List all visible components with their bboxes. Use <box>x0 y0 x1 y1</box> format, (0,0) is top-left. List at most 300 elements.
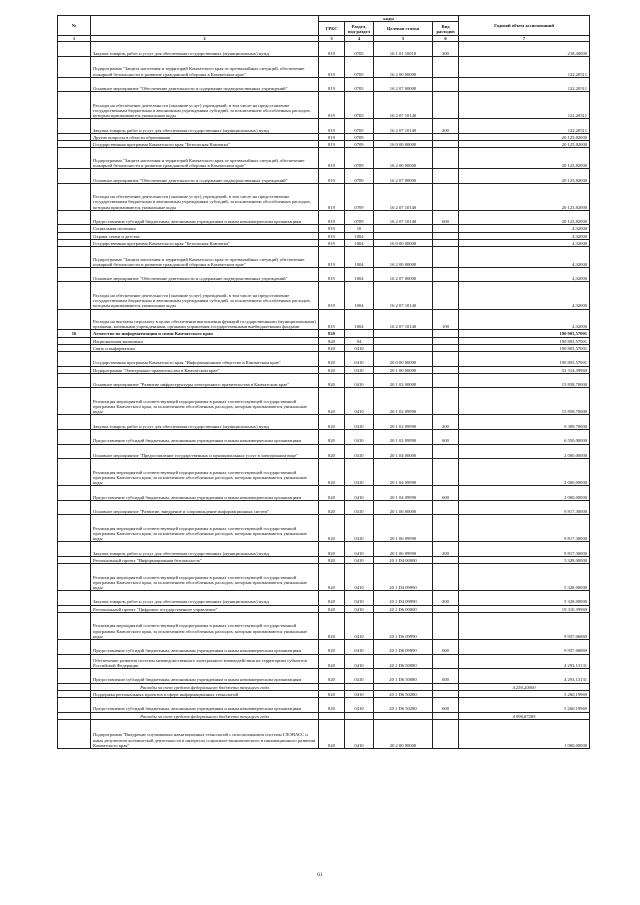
row-name: Закупка товаров, работ и услуг для обеспечения государственных (муниципальных) нужд <box>91 591 319 606</box>
row-target: 16 2 07 10140 <box>374 309 433 330</box>
table-row <box>58 430 590 445</box>
row-section: 0410 <box>345 605 374 612</box>
row-target: 16 2 00 00000 <box>374 247 433 268</box>
row-exptype <box>433 232 459 239</box>
row-number <box>58 337 91 344</box>
row-grbs: 819 <box>319 232 345 239</box>
row-sum: 4 293,13131 <box>459 669 590 684</box>
row-section: 0410 <box>345 515 374 542</box>
row-target: 20 1 04 09990 <box>374 459 433 486</box>
row-section: 0709 <box>345 141 374 148</box>
row-name: Предоставление субсидий бюджетным, автономным учреждениям и иным некоммерческим организациям <box>91 486 319 501</box>
row-section: 1004 <box>345 239 374 246</box>
row-section: 0709 <box>345 169 374 184</box>
row-name: Агентство по информатизации и связи Камчатского края <box>91 330 319 337</box>
row-name: Основное мероприятие "Обеспечение деятельности и содержание подведомственных учреждений" <box>91 169 319 184</box>
row-section: 0410 <box>345 415 374 430</box>
table-row <box>58 119 590 134</box>
table-row <box>58 564 590 591</box>
row-sum: 5 260,19969 <box>459 690 590 697</box>
row-grbs: 820 <box>319 639 345 654</box>
row-target: 20 1 D4 00000 <box>374 556 433 563</box>
budget-table <box>57 15 590 749</box>
row-number <box>58 690 91 697</box>
row-sum: 4,32000 <box>459 232 590 239</box>
table-row <box>58 133 590 140</box>
row-sum: 20 125,82000 <box>459 210 590 225</box>
row-section <box>345 683 374 690</box>
row-section: 1004 <box>345 247 374 268</box>
row-sum: 122,20511 <box>459 56 590 77</box>
row-exptype: 200 <box>433 542 459 557</box>
row-section: 0705 <box>345 77 374 92</box>
row-grbs: 820 <box>319 330 345 337</box>
row-sum: 4 996,87285 <box>459 712 590 719</box>
table-row <box>58 515 590 542</box>
row-exptype: 200 <box>433 42 459 57</box>
row-number <box>58 169 91 184</box>
row-number <box>58 415 91 430</box>
row-target: 16 0 00 00000 <box>374 141 433 148</box>
table-row <box>58 148 590 169</box>
row-grbs: 819 <box>319 183 345 210</box>
row-section: 0410 <box>345 388 374 415</box>
row-name: Расходы за счет средств федерального бюджета текущего года <box>91 683 319 690</box>
row-name: Связь и информатика <box>91 344 319 351</box>
row-name: Подпрограмма "Защита населения и территорий Камчатского края от чрезвычайных ситуаций, обеспечение пожарной безопасности и развитие гражданской обороны в Камчатском крае" <box>91 56 319 77</box>
table-row <box>58 415 590 430</box>
row-name: Расходы на обеспечение деятельности (оказание услуг) учреждений, в том числе на предоставление государственным бюджетным и автономным учреждениям субсидий, за исключением обособленных расходов, которым присваиваются уникальные коды <box>91 282 319 309</box>
row-grbs: 820 <box>319 373 345 388</box>
row-name: Реализация мероприятий соответствующей подпрограммы в рамках соответствующей государственной программы Камчатского края, за исключением обособленных расходов, которым присваиваются уникальные коды <box>91 459 319 486</box>
row-target: 16 2 07 10140 <box>374 183 433 210</box>
row-target <box>374 344 433 351</box>
row-number <box>58 556 91 563</box>
row-number <box>58 309 91 330</box>
table-row <box>58 210 590 225</box>
row-number <box>58 459 91 486</box>
row-grbs: 820 <box>319 564 345 591</box>
row-name: Подпрограмма "Защита населения и территорий Камчатского края от чрезвычайных ситуаций, обеспечение пожарной безопасности и развитие гражданской обороны в Камчатском крае" <box>91 247 319 268</box>
table-row <box>58 591 590 606</box>
row-section: 0410 <box>345 373 374 388</box>
row-number <box>58 77 91 92</box>
row-exptype <box>433 654 459 669</box>
row-grbs: 820 <box>319 654 345 669</box>
row-sum: 19 310,39969 <box>459 605 590 612</box>
row-number <box>58 444 91 459</box>
table-row <box>58 500 590 515</box>
row-section: 0410 <box>345 444 374 459</box>
row-number <box>58 42 91 57</box>
row-number <box>58 267 91 282</box>
row-name: Расходы на выплаты персоналу в целях обеспечения выполнения функций государственными (муниципальными) органами, казенными учреждениями, органами управления государственными внебюджетными фондами <box>91 309 319 330</box>
row-name: Подпрограмма "Внедрение спутниковых навигационных технологий с использованием системы ГЛОНАСС и иных результатов космической деятельности в интересах социально-экономического и инновационного развития Камчатского края" <box>91 719 319 748</box>
table-row <box>58 712 590 719</box>
row-target: 16 2 07 00000 <box>374 77 433 92</box>
row-exptype <box>433 690 459 697</box>
row-section: 0410 <box>345 430 374 445</box>
row-sum: 190 805,57001 <box>459 337 590 344</box>
row-name: Закупка товаров, работ и услуг для обеспечения государственных (муниципальных) нужд <box>91 415 319 430</box>
row-section: 0709 <box>345 148 374 169</box>
row-exptype <box>433 373 459 388</box>
row-exptype <box>433 330 459 337</box>
row-exptype: 600 <box>433 486 459 501</box>
row-sum: 122,20511 <box>459 119 590 134</box>
row-name: Основное мероприятие "Развитие, внедрение и сопровождение информационных систем" <box>91 500 319 515</box>
row-name: Государственная программа Камчатского края "Информационное общество в Камчатском крае" <box>91 352 319 367</box>
row-number <box>58 500 91 515</box>
row-name: Основное мероприятие "Обеспечение деятельности и содержание подведомственных учреждений" <box>91 267 319 282</box>
table-row <box>58 56 590 77</box>
row-section: 1004 <box>345 282 374 309</box>
row-target: 20 1 D6 00000 <box>374 605 433 612</box>
row-exptype <box>433 388 459 415</box>
row-sum: 15 858,70000 <box>459 373 590 388</box>
row-name: Обеспечение развития системы межведомственного электронного взаимодействия на территориях субъектов Российской Федерации <box>91 654 319 669</box>
row-target <box>374 232 433 239</box>
row-name: Предоставление субсидий бюджетным, автономным учреждениям и иным некоммерческим организациям <box>91 430 319 445</box>
row-sum: 9 817,30000 <box>459 515 590 542</box>
row-section <box>345 330 374 337</box>
table-row <box>58 232 590 239</box>
row-section: 10 <box>345 225 374 232</box>
row-section: 0410 <box>345 556 374 563</box>
row-section: 0410 <box>345 542 374 557</box>
table-body <box>58 42 590 749</box>
row-grbs: 819 <box>319 92 345 119</box>
row-sum: 9 957,06869 <box>459 612 590 639</box>
table-row <box>58 698 590 713</box>
row-grbs: 820 <box>319 344 345 351</box>
row-exptype <box>433 183 459 210</box>
table-row <box>58 719 590 748</box>
row-section: 0410 <box>345 366 374 373</box>
row-section: 1004 <box>345 267 374 282</box>
table-row <box>58 92 590 119</box>
row-number <box>58 515 91 542</box>
row-sum: 190 805,57001 <box>459 344 590 351</box>
row-name: Основное мероприятие "Обеспечение деятельности и содержание подведомственных учреждений" <box>91 77 319 92</box>
row-name: Поддержка региональных проектов в сфере информационных технологий <box>91 690 319 697</box>
row-sum: 9 957,06869 <box>459 639 590 654</box>
row-sum: 2 000,00000 <box>459 459 590 486</box>
table-row <box>58 141 590 148</box>
table-row <box>58 373 590 388</box>
row-target: 16 0 00 00000 <box>374 239 433 246</box>
row-target: 20 1 02 00000 <box>374 373 433 388</box>
row-grbs: 820 <box>319 605 345 612</box>
row-exptype <box>433 344 459 351</box>
row-target: 20 1 D4 09990 <box>374 591 433 606</box>
row-grbs: 819 <box>319 169 345 184</box>
row-grbs: 819 <box>319 119 345 134</box>
row-name: Национальная экономика <box>91 337 319 344</box>
row-exptype: 600 <box>433 639 459 654</box>
row-grbs: 820 <box>319 388 345 415</box>
row-number <box>58 683 91 690</box>
row-exptype <box>433 719 459 748</box>
row-section: 0410 <box>345 564 374 591</box>
row-exptype <box>433 282 459 309</box>
row-sum: 4,32000 <box>459 267 590 282</box>
row-exptype <box>433 683 459 690</box>
row-number <box>58 654 91 669</box>
table-row <box>58 337 590 344</box>
row-sum: 5 260,19969 <box>459 698 590 713</box>
row-name: Реализация мероприятий соответствующей подпрограммы в рамках соответствующей государственной программы Камчатского края, за исключением обособленных расходов, которым присваиваются уникальные коды <box>91 564 319 591</box>
row-grbs: 820 <box>319 366 345 373</box>
row-target: 20 1 06 09990 <box>374 515 433 542</box>
table-row <box>58 605 590 612</box>
row-grbs: 819 <box>319 77 345 92</box>
row-grbs: 820 <box>319 612 345 639</box>
table-row <box>58 239 590 246</box>
row-exptype <box>433 500 459 515</box>
index-row: 1 2 3 4 5 6 7 <box>58 36 590 42</box>
row-number <box>58 225 91 232</box>
row-exptype <box>433 712 459 719</box>
table-row <box>58 388 590 415</box>
row-sum: 2 000,00000 <box>459 444 590 459</box>
row-grbs: 820 <box>319 500 345 515</box>
header-num: № <box>58 16 91 36</box>
header-exptype: Вид расходов <box>433 22 459 36</box>
header-name <box>91 16 319 36</box>
row-exptype <box>433 556 459 563</box>
row-exptype <box>433 459 459 486</box>
row-section: 0410 <box>345 698 374 713</box>
row-target: 20 1 06 00000 <box>374 500 433 515</box>
row-grbs: 819 <box>319 141 345 148</box>
row-section: 0410 <box>345 486 374 501</box>
row-target: 16 2 07 10140 <box>374 119 433 134</box>
row-exptype <box>433 605 459 612</box>
row-number <box>58 282 91 309</box>
row-section: 0410 <box>345 719 374 748</box>
row-grbs: 820 <box>319 352 345 367</box>
table-row <box>58 444 590 459</box>
table-row <box>58 247 590 268</box>
table-row <box>58 169 590 184</box>
row-number <box>58 712 91 719</box>
row-grbs: 820 <box>319 719 345 748</box>
budget-sheet <box>57 15 589 749</box>
row-exptype <box>433 515 459 542</box>
row-number <box>58 148 91 169</box>
row-exptype: 200 <box>433 119 459 134</box>
table-row <box>58 352 590 367</box>
row-target: 20 2 00 00000 <box>374 719 433 748</box>
row-target: 20 1 02 09990 <box>374 415 433 430</box>
row-target: 16 2 00 00000 <box>374 148 433 169</box>
row-sum: 9 817,30000 <box>459 542 590 557</box>
row-exptype <box>433 564 459 591</box>
row-target <box>374 133 433 140</box>
row-target <box>374 330 433 337</box>
row-grbs: 820 <box>319 669 345 684</box>
row-target: 20 1 04 00000 <box>374 444 433 459</box>
row-name: Региональный проект "Цифровое государственное управление" <box>91 605 319 612</box>
row-section: 0709 <box>345 210 374 225</box>
row-name: Расходы на обеспечение деятельности (оказание услуг) учреждений, в том числе на предоставление государственным бюджетным и автономным учреждениям субсидий, за исключением обособленных расходов, которым присваиваются уникальные коды <box>91 92 319 119</box>
row-number <box>58 591 91 606</box>
header-target: Целевая статья <box>374 22 433 36</box>
row-grbs: 819 <box>319 210 345 225</box>
row-sum: 52 314,39969 <box>459 366 590 373</box>
row-target: 20 1 D6 09990 <box>374 639 433 654</box>
row-number <box>58 612 91 639</box>
row-exptype <box>433 366 459 373</box>
table-row <box>58 556 590 563</box>
row-name: Предоставление субсидий бюджетным, автономным учреждениям и иным некоммерческим организациям <box>91 639 319 654</box>
row-number <box>58 210 91 225</box>
row-number <box>58 366 91 373</box>
row-exptype <box>433 77 459 92</box>
row-exptype <box>433 148 459 169</box>
header-codes: коды <box>319 16 459 22</box>
row-sum: 9 308,70000 <box>459 415 590 430</box>
row-sum: 6 550,00000 <box>459 430 590 445</box>
row-sum: 4 293,13131 <box>459 654 590 669</box>
row-number <box>58 344 91 351</box>
row-grbs: 820 <box>319 430 345 445</box>
row-grbs: 819 <box>319 148 345 169</box>
row-grbs: 819 <box>319 282 345 309</box>
row-grbs <box>319 683 345 690</box>
table-row <box>58 690 590 697</box>
row-exptype: 100 <box>433 309 459 330</box>
row-target <box>374 712 433 719</box>
row-name: Социальная политика <box>91 225 319 232</box>
table-row <box>58 612 590 639</box>
row-section: 0410 <box>345 344 374 351</box>
row-section: 0705 <box>345 92 374 119</box>
row-sum: 20 125,82000 <box>459 141 590 148</box>
row-name: Региональный проект "Информационная безопасность" <box>91 556 319 563</box>
row-sum: 1 000,00000 <box>459 719 590 748</box>
row-section: 0705 <box>345 56 374 77</box>
row-target: 16 2 07 10140 <box>374 282 433 309</box>
row-grbs: 819 <box>319 56 345 77</box>
table-row <box>58 282 590 309</box>
row-section: 0410 <box>345 500 374 515</box>
row-sum: 15 858,70000 <box>459 388 590 415</box>
row-number <box>58 639 91 654</box>
row-target: 16 2 07 00000 <box>374 169 433 184</box>
row-name: Предоставление субсидий бюджетным, автономным учреждениям и иным некоммерческим организациям <box>91 669 319 684</box>
table-row <box>58 77 590 92</box>
row-number <box>58 605 91 612</box>
row-sum: 4,32000 <box>459 309 590 330</box>
row-grbs: 820 <box>319 444 345 459</box>
row-grbs: 820 <box>319 459 345 486</box>
row-section: 0410 <box>345 654 374 669</box>
row-grbs: 819 <box>319 42 345 57</box>
row-exptype <box>433 92 459 119</box>
row-grbs: 819 <box>319 267 345 282</box>
table-row <box>58 267 590 282</box>
row-number <box>58 247 91 268</box>
row-section: 0410 <box>345 591 374 606</box>
row-exptype: 200 <box>433 591 459 606</box>
row-target: 16 2 07 00000 <box>374 267 433 282</box>
row-number <box>58 486 91 501</box>
row-exptype <box>433 267 459 282</box>
row-sum: 5 328,00000 <box>459 564 590 591</box>
row-number <box>58 373 91 388</box>
row-target: 16 2 07 10140 <box>374 92 433 119</box>
row-sum: 4,32000 <box>459 239 590 246</box>
row-name: Другие вопросы в области образования <box>91 133 319 140</box>
row-sum: 20 125,82000 <box>459 133 590 140</box>
row-number <box>58 92 91 119</box>
table-row <box>58 183 590 210</box>
row-grbs: 820 <box>319 591 345 606</box>
row-target <box>374 225 433 232</box>
row-name: Закупка товаров, работ и услуг для обеспечения государственных (муниципальных) нужд <box>91 119 319 134</box>
row-grbs: 819 <box>319 225 345 232</box>
row-number <box>58 183 91 210</box>
row-grbs: 819 <box>319 239 345 246</box>
row-target: 20 1 D6 09990 <box>374 612 433 639</box>
row-grbs: 820 <box>319 415 345 430</box>
table-row <box>58 683 590 690</box>
row-grbs: 820 <box>319 337 345 344</box>
row-number <box>58 133 91 140</box>
header-sum: Годовой объем ассигнований <box>459 16 590 36</box>
table-row <box>58 309 590 330</box>
row-sum: 20 125,82000 <box>459 169 590 184</box>
row-number <box>58 542 91 557</box>
row-target: 20 1 04 09990 <box>374 486 433 501</box>
table-row <box>58 366 590 373</box>
row-exptype <box>433 141 459 148</box>
row-number <box>58 239 91 246</box>
row-section: 0709 <box>345 183 374 210</box>
row-number <box>58 698 91 713</box>
row-sum: 4,32000 <box>459 282 590 309</box>
table-row <box>58 330 590 337</box>
row-target: 20 1 D6 50080 <box>374 654 433 669</box>
row-target: 20 1 D6 50080 <box>374 669 433 684</box>
row-exptype <box>433 169 459 184</box>
row-name: Закупка товаров, работ и услуг для обеспечения государственных (муниципальных) нужд <box>91 42 319 57</box>
row-exptype <box>433 352 459 367</box>
row-grbs: 819 <box>319 247 345 268</box>
row-name: Реализация мероприятий соответствующей подпрограммы в рамках соответствующей государственной программы Камчатского края, за исключением обособленных расходов, которым присваиваются уникальные коды <box>91 612 319 639</box>
row-grbs: 820 <box>319 556 345 563</box>
row-section: 0709 <box>345 133 374 140</box>
row-number <box>58 669 91 684</box>
row-target: 20 0 00 00000 <box>374 352 433 367</box>
row-exptype <box>433 225 459 232</box>
row-section: 1004 <box>345 309 374 330</box>
row-name: Реализация мероприятий соответствующей подпрограммы в рамках соответствующей государственной программы Камчатского края, за исключением обособленных расходов, которым присваиваются уникальные коды <box>91 388 319 415</box>
row-exptype <box>433 444 459 459</box>
row-target: 20 1 D4 09990 <box>374 564 433 591</box>
row-grbs: 820 <box>319 515 345 542</box>
table-row <box>58 639 590 654</box>
row-number <box>58 719 91 748</box>
row-section: 0705 <box>345 42 374 57</box>
row-number <box>58 430 91 445</box>
row-section: 0410 <box>345 639 374 654</box>
row-name: Расходы за счет средств федерального бюджета текущего года <box>91 712 319 719</box>
row-number <box>58 141 91 148</box>
row-sum: 2 000,00000 <box>459 486 590 501</box>
